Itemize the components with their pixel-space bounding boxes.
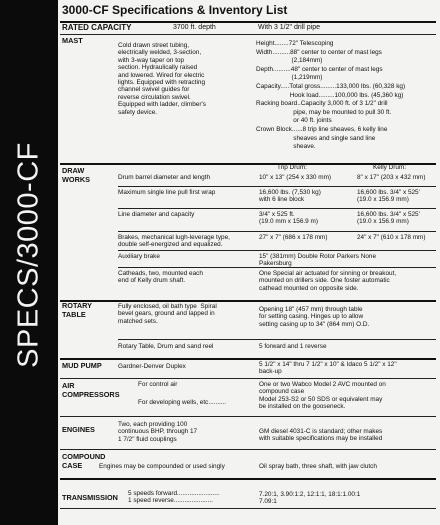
draw-works-row-3-kelly-drum-value-line-2: (19.0 x 156.9 mm): [357, 218, 409, 226]
divider: [118, 339, 436, 340]
rotary-drive-label: Rotary Table, Drum and sand reel: [118, 343, 214, 350]
mast-spec-line-10: or 40 ft. joints: [256, 117, 332, 125]
divider: [60, 358, 436, 360]
mast-spec-line-7: Hook load.........100,000 lbs. (45,360 kg): [256, 91, 404, 99]
mast-spec-line-13: sheave.: [256, 143, 316, 151]
draw-works-row-divider: [118, 231, 436, 232]
rotary-table-description-line-3: matched sets.: [118, 317, 158, 325]
rotary-table-spec-line-2: for setting casing. Hinges up to allow: [259, 313, 364, 321]
rated-capacity-pipe: With 3 1/2" drill pipe: [258, 24, 321, 31]
draw-works-row-divider: [118, 250, 436, 251]
mast-spec-line-6: Capacity.....Total gross.........133,000 lbs. (60,328 kg): [256, 83, 406, 90]
draw-works-row-5-trip-drum-value-line-2: Pakersburg: [259, 260, 292, 268]
mud-pump-spec-line-2: back-up: [259, 368, 282, 375]
engines-heading: ENGINES: [62, 425, 95, 434]
compound-case-heading-line-2: CASE: [62, 461, 83, 470]
mast-description-line-4: section. Hydraulically raised: [118, 64, 198, 72]
draw-works-row-2-kelly-drum-value-line-1: 16,600 lbs. 3/4" x 525': [357, 189, 420, 196]
air-compressors-spec-line-4: be installed on the gooseneck.: [259, 402, 346, 410]
rotary-table-spec-line-3: setting casing up to 34" (864 mm) O.D.: [259, 320, 370, 328]
engines-description-line-2: continuous BHP, through 17: [118, 428, 198, 436]
draw-works-row-1-trip-drum-value-line-1: 10" x 13" (254 x 330 mm): [259, 174, 332, 181]
divider: [60, 478, 436, 480]
draw-works-row-6-label-line-1: Catheads, two, mounted each: [118, 270, 203, 277]
mast-spec-line-9: pipe, may be mounted to pull 30 ft.: [256, 108, 392, 116]
rotary-table-description-line-1: Fully enclosed, oil bath type Spiral: [118, 303, 217, 310]
mast-description-line-10: safety device.: [118, 108, 158, 116]
mast-spec-line-12: sheaves and single sand line: [256, 134, 376, 142]
draw-works-row-6-trip-drum-value-line-3: cathead mounted on opposite side.: [259, 284, 359, 292]
rotary-table-heading-line-1: ROTARY: [62, 301, 92, 310]
rotary-drive-value: 5 forward and 1 reverse: [259, 343, 327, 350]
divider: [60, 300, 436, 302]
draw-works-row-divider: [118, 267, 436, 268]
draw-works-row-4-label-line-2: double self-energized and equalized.: [118, 241, 223, 249]
transmission-ratios-line-2: 7.09:1: [259, 498, 277, 505]
engines-description-line-3: 1 7/2" fluid couplings: [118, 435, 177, 443]
draw-works-row-4-trip-drum-value-line-1: 27" x 7" (686 x 178 mm): [259, 234, 328, 241]
trip-drum-header: Trip Drum:: [277, 164, 307, 171]
mast-spec-line-11: Crown Block......8 trip line sheaves, 6 kelly line: [256, 126, 388, 133]
draw-works-row-4-label-line-1: Brakes, mechanical lugh-leverage type,: [118, 234, 230, 241]
mast-description-line-8: reverse circulation swivel.: [118, 93, 191, 101]
rotary-table-heading-line-2: TABLE: [62, 310, 86, 319]
draw-works-row-3-kelly-drum-value-line-1: 16,600 lbs. 3/4" x 525': [357, 211, 420, 218]
compound-case-description: Engines may be compounded or used singly: [99, 463, 225, 470]
air-compressors-spec-line-2: compound case: [259, 388, 305, 396]
air-compressors-spec-line-1: One or two Wabco Model 2 AVC mounted on: [259, 381, 386, 388]
rotary-table-spec-line-1: Opening 18" (457 mm) through table: [259, 306, 363, 313]
draw-works-row-2-trip-drum-value-line-2: with 6 line block: [259, 196, 305, 204]
draw-works-row-3-trip-drum-value-line-2: (19.0 mm x 156.9 m): [259, 218, 318, 226]
mud-pump-description: Gardner-Denver Duplex: [118, 363, 186, 370]
draw-works-row-6-trip-drum-value-line-2: mounted on drillers side. One foster automatic: [259, 277, 390, 285]
draw-works-row-6-trip-drum-value-line-1: One Special air actuated for sinning or breakout,: [259, 270, 397, 277]
mast-heading: MAST: [62, 36, 83, 45]
compound-case-spec: Oil spray bath, three shaft, with jaw clutch: [259, 463, 377, 470]
rated-capacity-depth: 3700 ft. depth: [173, 24, 216, 31]
draw-works-row-2-label-line-1: Maximum single line pull first wrap: [118, 189, 216, 196]
draw-works-heading-line-2: WORKS: [62, 175, 90, 184]
mud-pump-heading: MUD PUMP: [62, 361, 102, 370]
divider: [60, 34, 436, 35]
divider: [60, 508, 436, 509]
mast-spec-line-1: Height........72" Telescoping: [256, 40, 334, 47]
draw-works-row-4-kelly-drum-value-line-1: 24" x 7" (610 x 178 mm): [357, 234, 426, 241]
air-developing-label: For developing wells, etc..........: [138, 399, 227, 406]
mast-spec-line-3: (2,184mm): [256, 57, 323, 65]
mast-description-line-3: with 3-way taper on top: [118, 56, 185, 64]
engines-spec-line-2: with suitable specifications may be installed: [259, 435, 383, 443]
transmission-ratios-line-1: 7.20:1, 3.90:1:2, 12:1:1, 18:1:1.00:1: [259, 491, 361, 498]
engines-spec-line-1: GM diesel 4031-C is standard; other makes: [259, 428, 383, 435]
divider: [60, 416, 436, 417]
mast-description-line-9: Equipped with ladder, climber's: [118, 101, 206, 109]
mud-pump-spec-line-1: 5 1/2" x 14" thru 7 1/2" x 10" & Idaco 5 1/2" x 12": [259, 361, 397, 368]
draw-works-row-divider: [118, 208, 436, 209]
divider: [60, 449, 436, 450]
mast-spec-line-2: Width..........88" center to center of mast legs: [256, 48, 382, 56]
kelly-drum-header: Kelly Drum:: [373, 164, 407, 171]
mast-spec-line-5: (1,219mm): [256, 74, 323, 82]
engines-description-line-1: Two, each providing 100: [118, 421, 188, 428]
mast-description-line-2: electrically welded, 3-section,: [118, 49, 202, 57]
air-compressors-heading-line-2: COMPRESSORS: [62, 390, 120, 399]
mast-spec-line-8: Racking board..Capacity 3,000 ft. of 3 1/2" drill: [256, 100, 388, 108]
compound-case-heading-line-1: COMPOUND: [62, 452, 106, 461]
document-title: 3000-CF Specifications & Inventory List: [62, 3, 288, 17]
mast-description-line-6: lights. Equipped with retracting: [118, 79, 206, 86]
divider: [60, 378, 436, 379]
sidebar-label: SPECS/3000-CF: [12, 142, 45, 368]
draw-works-row-5-trip-drum-value-line-1: 15" (381mm) Double Rotor Parkers None: [259, 253, 376, 260]
mast-description-line-1: Cold drawn street tubing,: [118, 42, 190, 49]
transmission-heading: TRANSMISSION: [62, 493, 118, 502]
air-compressors-heading-line-1: AIR: [62, 381, 75, 390]
draw-works-heading-line-1: DRAW: [62, 166, 85, 175]
rated-capacity-label: RATED CAPACITY: [62, 23, 132, 32]
draw-works-row-5-label-line-1: Auxiliary brake: [118, 253, 160, 260]
air-compressors-spec-line-3: Model 253-S2 or 50 SDS or equivalent may: [259, 395, 383, 403]
transmission-reverse: 1 speed reverse......................: [128, 497, 213, 504]
mast-description-line-5: and lowered. Wired for electric: [118, 71, 205, 79]
draw-works-row-3-label-line-1: Line diameter and capacity: [118, 211, 195, 218]
draw-works-row-2-trip-drum-value-line-1: 16,600 lbs. (7,530 kg): [259, 189, 321, 196]
draw-works-row-1-label-line-1: Drum barrel diameter and length: [118, 174, 210, 181]
rotary-table-description-line-2: bevel gears, ground and lapped in: [118, 310, 215, 318]
mast-spec-line-4: Depth..........48" center to center of mast legs: [256, 65, 383, 73]
draw-works-row-2-kelly-drum-value-line-2: (19.0 x 156.9 mm): [357, 196, 409, 204]
air-control-label: For control air: [138, 381, 178, 388]
draw-works-row-3-trip-drum-value-line-1: 3/4" x 525 ft.: [259, 211, 295, 218]
draw-works-row-divider: [118, 186, 436, 187]
draw-works-row-1-kelly-drum-value-line-1: 8" x 17" (203 x 432 mm): [357, 174, 426, 181]
mast-description-line-7: channel swivel guides for: [118, 86, 190, 94]
transmission-forward: 5 speeds forward........................: [128, 490, 220, 497]
sidebar-band: [0, 0, 58, 525]
draw-works-row-6-label-line-2: end of Kelly drum shaft.: [118, 277, 186, 285]
